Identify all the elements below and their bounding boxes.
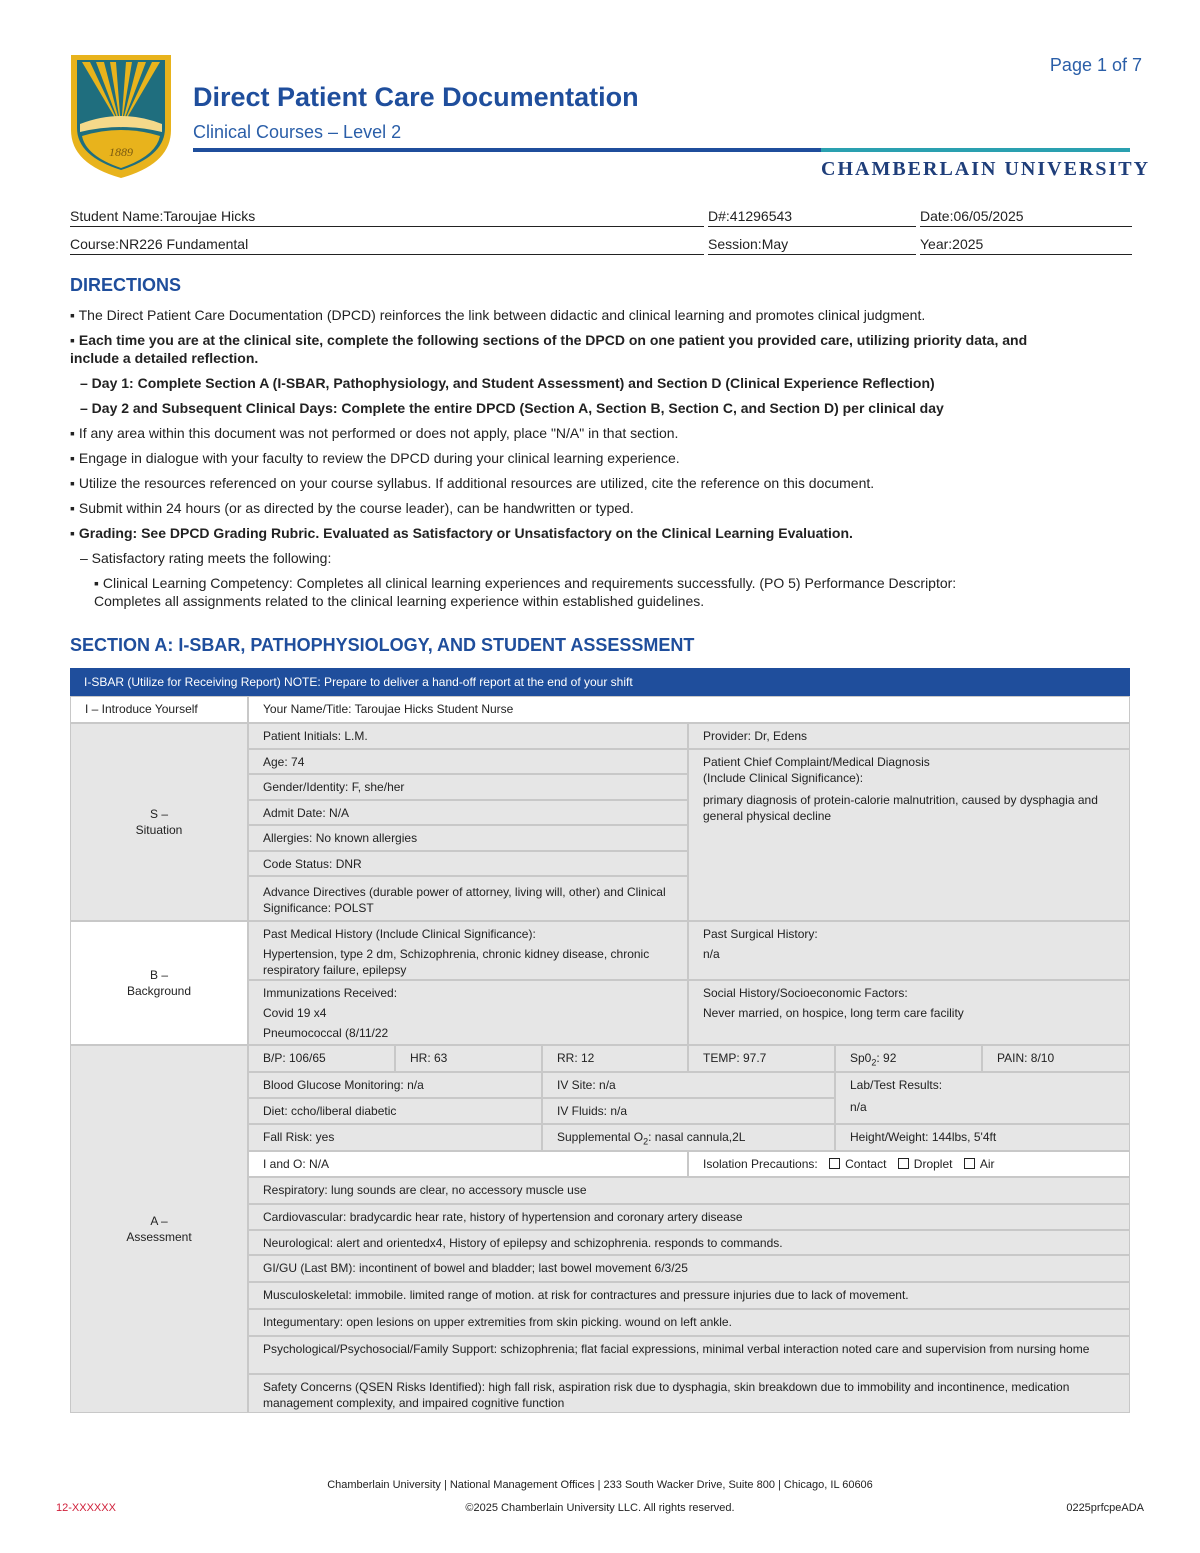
isbar-table-header: I-SBAR (Utilize for Receiving Report) NOTE: Prepare to deliver a hand-off report at the end of your shift [70, 668, 1130, 696]
direction-item: ▪ Clinical Learning Competency: Completes all clinical learning experiences and requirements successfully. (PO 5) Performance Descriptor: Completes all assignments related to the clinical learning experience within established guidelines. [94, 575, 957, 609]
spo2[interactable]: $Sp0_2$: 92 [835, 1045, 982, 1072]
musculoskeletal[interactable]: Musculoskeletal: immobile. limited range of motion. at risk for contractures and pressure injuries due to lack of movement. [248, 1282, 1130, 1309]
student-info-row-1 [70, 208, 1132, 226]
height-weight[interactable]: Height/Weight: 144lbs, 5'4ft [835, 1124, 1130, 1151]
safety-concerns[interactable]: Safety Concerns (QSEN Risks Identified): high fall risk, aspiration risk due to dysphagia, skin breakdown due to immobility and incontinence, medication management complexity, and impaired cognitive function [248, 1374, 1130, 1413]
age[interactable]: Age: 74 [248, 749, 688, 774]
document-title: Direct Patient Care Documentation [193, 82, 639, 112]
course-field[interactable]: Course:NR226 Fundamental [70, 236, 704, 255]
past-medical-history[interactable]: Past Medical History (Include Clinical Significance): Hypertension, type 2 dm, Schizophrenia, chronic kidney disease, chronic respiratory failure, epilepsy [248, 921, 688, 980]
heart-rate[interactable]: HR: 63 [395, 1045, 542, 1072]
immunizations[interactable]: Immunizations Received: Covid 19 x4 Pneumococcal (8/11/22 [248, 980, 688, 1045]
pain[interactable]: PAIN: 8/10 [982, 1045, 1130, 1072]
air-label: Air [979, 1157, 995, 1171]
temperature[interactable]: TEMP: 97.7 [688, 1045, 835, 1072]
code-status[interactable]: Code Status: DNR [248, 851, 688, 876]
blood-glucose[interactable]: Blood Glucose Monitoring: n/a [248, 1072, 542, 1098]
admit-date[interactable]: Admit Date: N/A [248, 800, 688, 825]
situation-label: S – Situation [70, 723, 248, 921]
integumentary[interactable]: Integumentary: open lesions on upper extremities from skin picking. wound on left ankle. [248, 1309, 1130, 1336]
date-field[interactable]: Date:06/05/2025 [920, 208, 1132, 227]
direction-item: ▪ Grading: See DPCD Grading Rubric. Evaluated as Satisfactory or Unsatisfactory on the Clinical Learning Evaluation. [70, 525, 853, 541]
university-wordmark: CHAMBERLAIN UNIVERSITY [821, 158, 1151, 180]
fall-risk[interactable]: Fall Risk: yes [248, 1124, 542, 1151]
contact-label: Contact [845, 1157, 887, 1171]
footer-code-right: 0225prfcpeADA [1066, 1502, 1144, 1514]
iv-site[interactable]: IV Site: n/a [542, 1072, 835, 1098]
intake-output[interactable]: I and O: N/A [248, 1151, 688, 1177]
header-rule-blue [193, 148, 821, 152]
contact-checkbox[interactable] [829, 1158, 840, 1169]
student-name-field[interactable]: Student Name:Taroujae Hicks [70, 208, 704, 227]
introduce-label: I – Introduce Yourself [70, 696, 248, 723]
footer-address: Chamberlain University | National Management Offices | 233 South Wacker Drive, Suite 800 | Chicago, IL 60606 [327, 1479, 873, 1491]
direction-item: – Day 1: Complete Section A (I-SBAR, Pathophysiology, and Student Assessment) and Section D (Clinical Experience Reflection) [80, 375, 935, 391]
year-field[interactable]: Year:2025 [920, 236, 1132, 255]
student-info-row-2 [70, 236, 1132, 254]
diet[interactable]: Diet: ccho/liberal diabetic [248, 1098, 542, 1124]
supplemental-o2[interactable]: Supplemental $O_2$: nasal cannula,2L [542, 1124, 835, 1151]
neurological[interactable]: Neurological: alert and orientedx4, History of epilepsy and schizophrenia. responds to commands. [248, 1230, 1130, 1255]
introduce-value[interactable]: Your Name/Title: Taroujae Hicks Student Nurse [248, 696, 1130, 723]
direction-item: ▪ Each time you are at the clinical site, complete the following sections of the DPCD on one patient you provided care, utilizing priority data, and include a detailed reflection. [70, 332, 1028, 366]
directions-heading: DIRECTIONS [70, 275, 182, 295]
chief-complaint[interactable]: Patient Chief Complaint/Medical Diagnosis (Include Clinical Significance): primary diagnosis of protein-calorie malnutrition, caused by dysphagia and general physical decline [688, 749, 1130, 921]
direction-item: ▪ Utilize the resources referenced on your course syllabus. If additional resources are utilized, cite the reference on this document. [70, 475, 875, 491]
allergies[interactable]: Allergies: No known allergies [248, 825, 688, 851]
chamberlain-shield-logo [68, 52, 174, 180]
past-surgical-history[interactable]: Past Surgical History: n/a [688, 921, 1130, 980]
session-field[interactable]: Session:May [708, 236, 916, 255]
logo-year: 1889 [109, 145, 133, 159]
respiratory[interactable]: Respiratory: lung sounds are clear, no accessory muscle use [248, 1177, 1130, 1204]
psychological[interactable]: Psychological/Psychosocial/Family Support: schizophrenia; flat facial expressions, minimal verbal interaction noted care and supervision from nursing home [248, 1336, 1130, 1374]
header-rule-teal [821, 148, 1130, 152]
advance-directives[interactable]: Advance Directives (durable power of attorney, living will, other) and Clinical Significance: POLST [248, 876, 688, 921]
gi-gu[interactable]: GI/GU (Last BM): incontinent of bowel and bladder; last bowel movement 6/3/25 [248, 1255, 1130, 1282]
section-a-heading: SECTION A: I-SBAR, PATHOPHYSIOLOGY, AND STUDENT ASSESSMENT [70, 635, 695, 655]
direction-item: ▪ The Direct Patient Care Documentation (DPCD) reinforces the link between didactic and clinical learning and promotes clinical judgment. [70, 307, 926, 323]
footer-copyright: ©2025 Chamberlain University LLC. All rights reserved. [465, 1502, 735, 1514]
page-number: Page 1 of 7 [1049, 55, 1142, 75]
lab-results[interactable]: Lab/Test Results: n/a [835, 1072, 1130, 1124]
provider[interactable]: Provider: Dr, Edens [688, 723, 1130, 749]
iv-fluids[interactable]: IV Fluids: n/a [542, 1098, 835, 1124]
document-subtitle: Clinical Courses – Level 2 [193, 122, 402, 142]
direction-item: – Day 2 and Subsequent Clinical Days: Complete the entire DPCD (Section A, Section B, Section C, and Section D) per clinical day [80, 400, 944, 416]
directions-list [70, 306, 1130, 617]
respiratory-rate[interactable]: RR: 12 [542, 1045, 688, 1072]
air-checkbox[interactable] [964, 1158, 975, 1169]
footer-code-left: 12-XXXXXX [56, 1502, 116, 1514]
student-id-field[interactable]: D#:41296543 [708, 208, 916, 227]
assessment-label: A – Assessment [70, 1045, 248, 1413]
blood-pressure[interactable]: B/P: 106/65 [248, 1045, 395, 1072]
direction-item: – Satisfactory rating meets the following: [80, 550, 332, 566]
droplet-label: Droplet [913, 1157, 953, 1171]
patient-initials[interactable]: Patient Initials: L.M. [248, 723, 688, 749]
direction-item: ▪ Submit within 24 hours (or as directed by the course leader), can be handwritten or typed. [70, 500, 634, 516]
gender-identity[interactable]: Gender/Identity: F, she/her [248, 774, 688, 800]
isolation-precautions: Isolation Precautions: Contact Droplet Air [688, 1151, 1130, 1177]
direction-item: ▪ Engage in dialogue with your faculty to review the DPCD during your clinical learning experience. [70, 450, 680, 466]
social-history[interactable]: Social History/Socioeconomic Factors: Never married, on hospice, long term care facility [688, 980, 1130, 1045]
background-label: B – Background [70, 921, 248, 1045]
direction-item: ▪ If any area within this document was not performed or does not apply, place "N/A" in that section. [70, 425, 679, 441]
cardiovascular[interactable]: Cardiovascular: bradycardic hear rate, history of hypertension and coronary artery disease [248, 1204, 1130, 1230]
droplet-checkbox[interactable] [898, 1158, 909, 1169]
